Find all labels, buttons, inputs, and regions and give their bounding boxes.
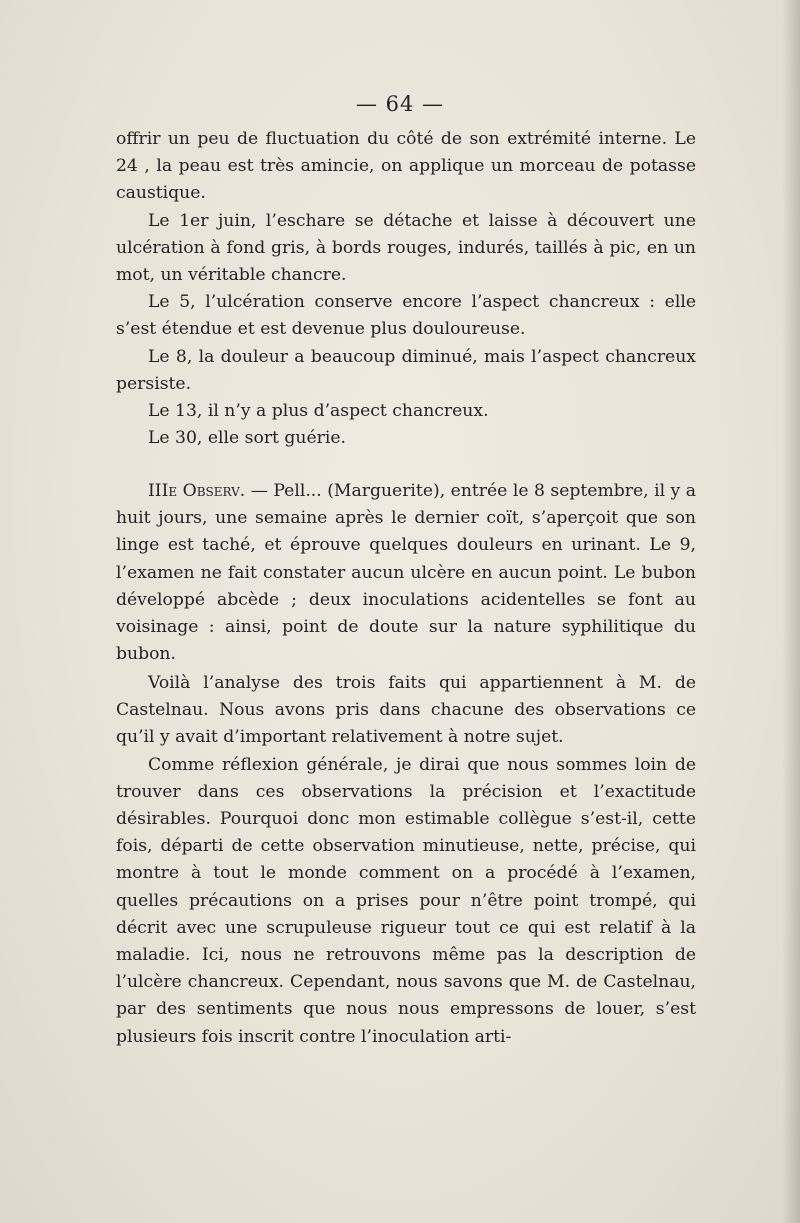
paragraph: Le 8, la douleur a beaucoup diminué, mais l’aspect chancreux persiste. (116, 346, 696, 394)
paragraph: offrir un peu de fluctuation du côté de son extrémité interne. Le 24 , la peau est très amincie, on applique un morceau de potasse caustique. (116, 129, 696, 204)
paragraph: Comme réflexion générale, je dirai que nous sommes loin de trouver dans ces observations la précision et l’exactitude désirables. Pourquoi donc mon estimable collègue s’est-il, cette fois, départi de cette observation minutieuse, nette, précise, qui montre à tout le monde comment on a procédé à l’examen, quelles précautions on a prises pour n’être point trompé, qui décrit avec une scrupuleuse rigueur tout ce qui est relatif à la maladie. Ici, nous ne retrouvons même pas la description de l’ulcère chancreux. Cependant, nous savons que M. de Castelnau, par des sentiments que nous nous empressons de louer, s’est plusieurs fois inscrit contre l’inoculation arti- (116, 754, 696, 1047)
paragraph: Le 30, elle sort guérie. (148, 428, 346, 449)
page-number: — 64 — (355, 92, 445, 116)
observation-paragraph (116, 478, 696, 668)
observation-section (116, 478, 696, 668)
observation-text: — Pell... (Marguerite), entrée le 8 septembre, il y a huit jours, une semaine après le dernier coït, s’aperçoit que son linge est taché, et éprouve quelques douleurs en urinant. Le 9, l’examen ne fait constater aucun ulcère en aucun point. Le bubon développé abcède ; deux inoculations acidentelles se font au voisinage : ainsi, point de doute sur la nature syphilitique du bubon. (116, 481, 696, 665)
page-edge-shadow (782, 0, 800, 1223)
paragraph: Le 5, l’ulcération conserve encore l’aspect chancreux : elle s’est étendue et est devenue plus douloureuse. (116, 292, 696, 340)
paragraph: Voilà l’analyse des trois faits qui appartiennent à M. de Castelnau. Nous avons pris dans chacune des observations ce qu’il y avait d’important relativement à notre sujet. (116, 673, 696, 748)
case-notes-section (116, 126, 696, 452)
observation-label: IIIe Observ. (148, 481, 246, 501)
analysis-section (116, 670, 696, 1051)
paragraph: Le 13, il n’y a plus d’aspect chancreux. (148, 401, 489, 422)
paragraph: Le 1er juin, l’eschare se détache et laisse à découvert une ulcération à fond gris, à bords rouges, indurés, taillés à pic, en un mot, un véritable chancre. (116, 210, 696, 286)
